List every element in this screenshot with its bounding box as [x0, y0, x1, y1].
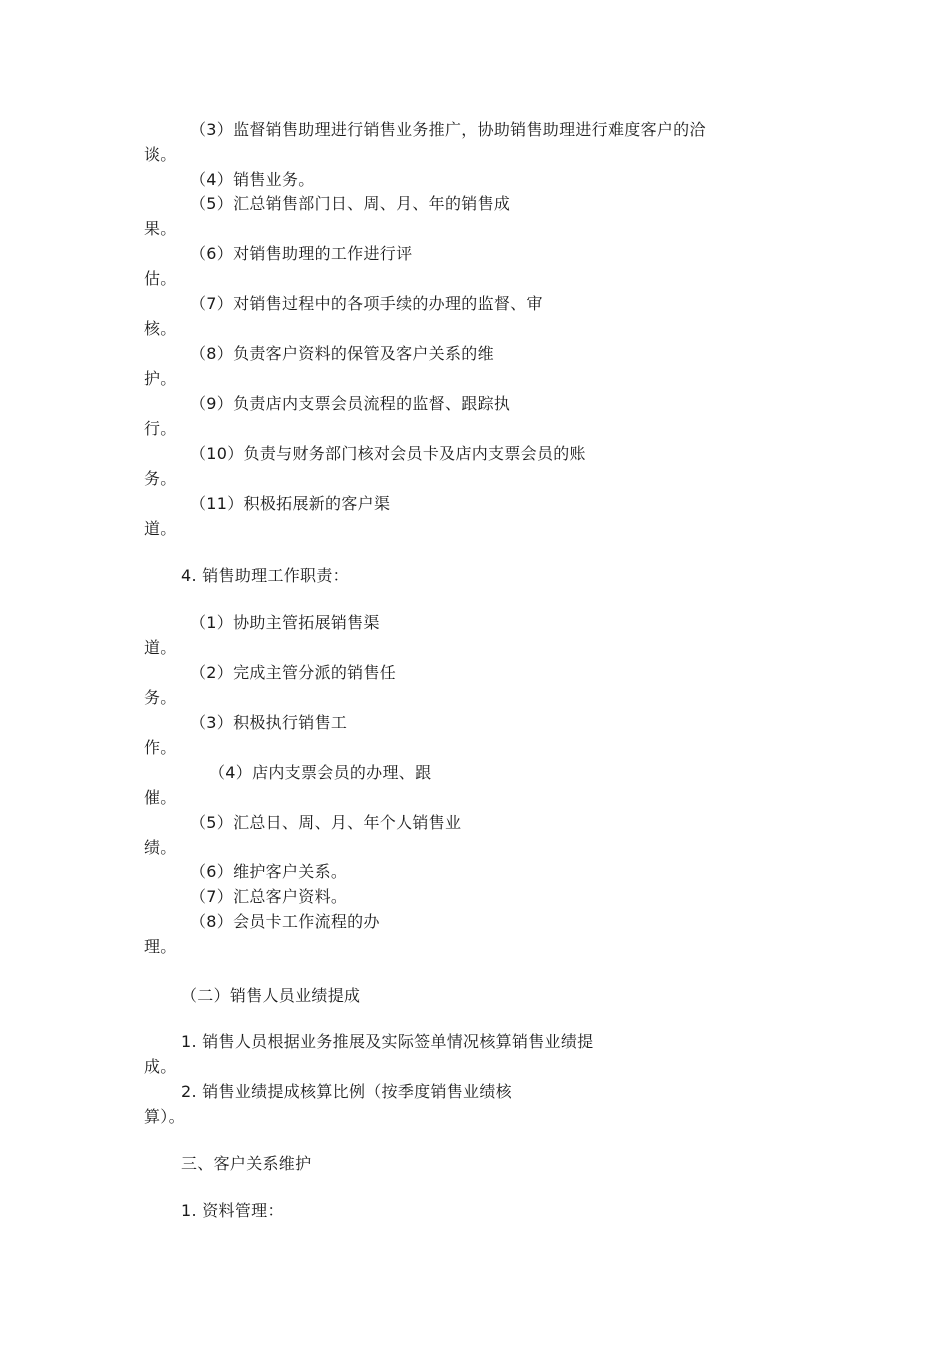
text-line: 2. 销售业绩提成核算比例（按季度销售业绩核	[181, 1082, 512, 1101]
text-line: （8）会员卡工作流程的办	[190, 912, 380, 931]
text-line: （10）负责与财务部门核对会员卡及店内支票会员的账	[190, 444, 586, 463]
text-line: （7）对销售过程中的各项手续的办理的监督、审	[190, 294, 543, 313]
text-line: （8）负责客户资料的保管及客户关系的维	[190, 344, 494, 363]
section-heading: （二）销售人员业绩提成	[181, 986, 361, 1005]
section-heading: 三、客户关系维护	[181, 1154, 312, 1173]
text-line: 道。	[144, 519, 177, 538]
text-line: 绩。	[144, 838, 177, 857]
text-line: 护。	[144, 369, 177, 388]
text-line: （6）对销售助理的工作进行评	[190, 244, 413, 263]
text-line: 行。	[144, 419, 177, 438]
text-line: （3）积极执行销售工	[190, 713, 348, 732]
text-line: （2）完成主管分派的销售任	[190, 663, 397, 682]
text-line: （6）维护客户关系。	[190, 862, 348, 881]
text-line: 估。	[144, 269, 177, 288]
section-heading: 4. 销售助理工作职责：	[181, 566, 349, 585]
text-line: （4）销售业务。	[190, 170, 315, 189]
text-line: 算）。	[144, 1107, 185, 1126]
text-line: 1. 销售人员根据业务推展及实际签单情况核算销售业绩提	[181, 1032, 594, 1051]
text-line: 理。	[144, 937, 177, 956]
text-line: 务。	[144, 688, 177, 707]
text-line: （9）负责店内支票会员流程的监督、跟踪执	[190, 394, 511, 413]
text-line: 成。	[144, 1057, 177, 1076]
text-line: 1. 资料管理：	[181, 1201, 284, 1220]
text-line: （5）汇总销售部门日、周、月、年的销售成	[190, 194, 511, 213]
text-line: 道。	[144, 638, 177, 657]
text-line: （11）积极拓展新的客户渠	[190, 494, 391, 513]
text-line: 核。	[144, 319, 177, 338]
text-line: 谈。	[144, 145, 177, 164]
text-line: （7）汇总客户资料。	[190, 887, 348, 906]
text-line: （5）汇总日、周、月、年个人销售业	[190, 813, 462, 832]
text-line: （3）监督销售助理进行销售业务推广，协助销售助理进行难度客户的洽	[190, 120, 706, 139]
text-line: 催。	[144, 788, 177, 807]
text-line: （4）店内支票会员的办理、跟	[209, 763, 432, 782]
text-line: 果。	[144, 219, 177, 238]
text-line: 作。	[144, 738, 177, 757]
text-line: （1）协助主管拓展销售渠	[190, 613, 380, 632]
text-line: 务。	[144, 469, 177, 488]
